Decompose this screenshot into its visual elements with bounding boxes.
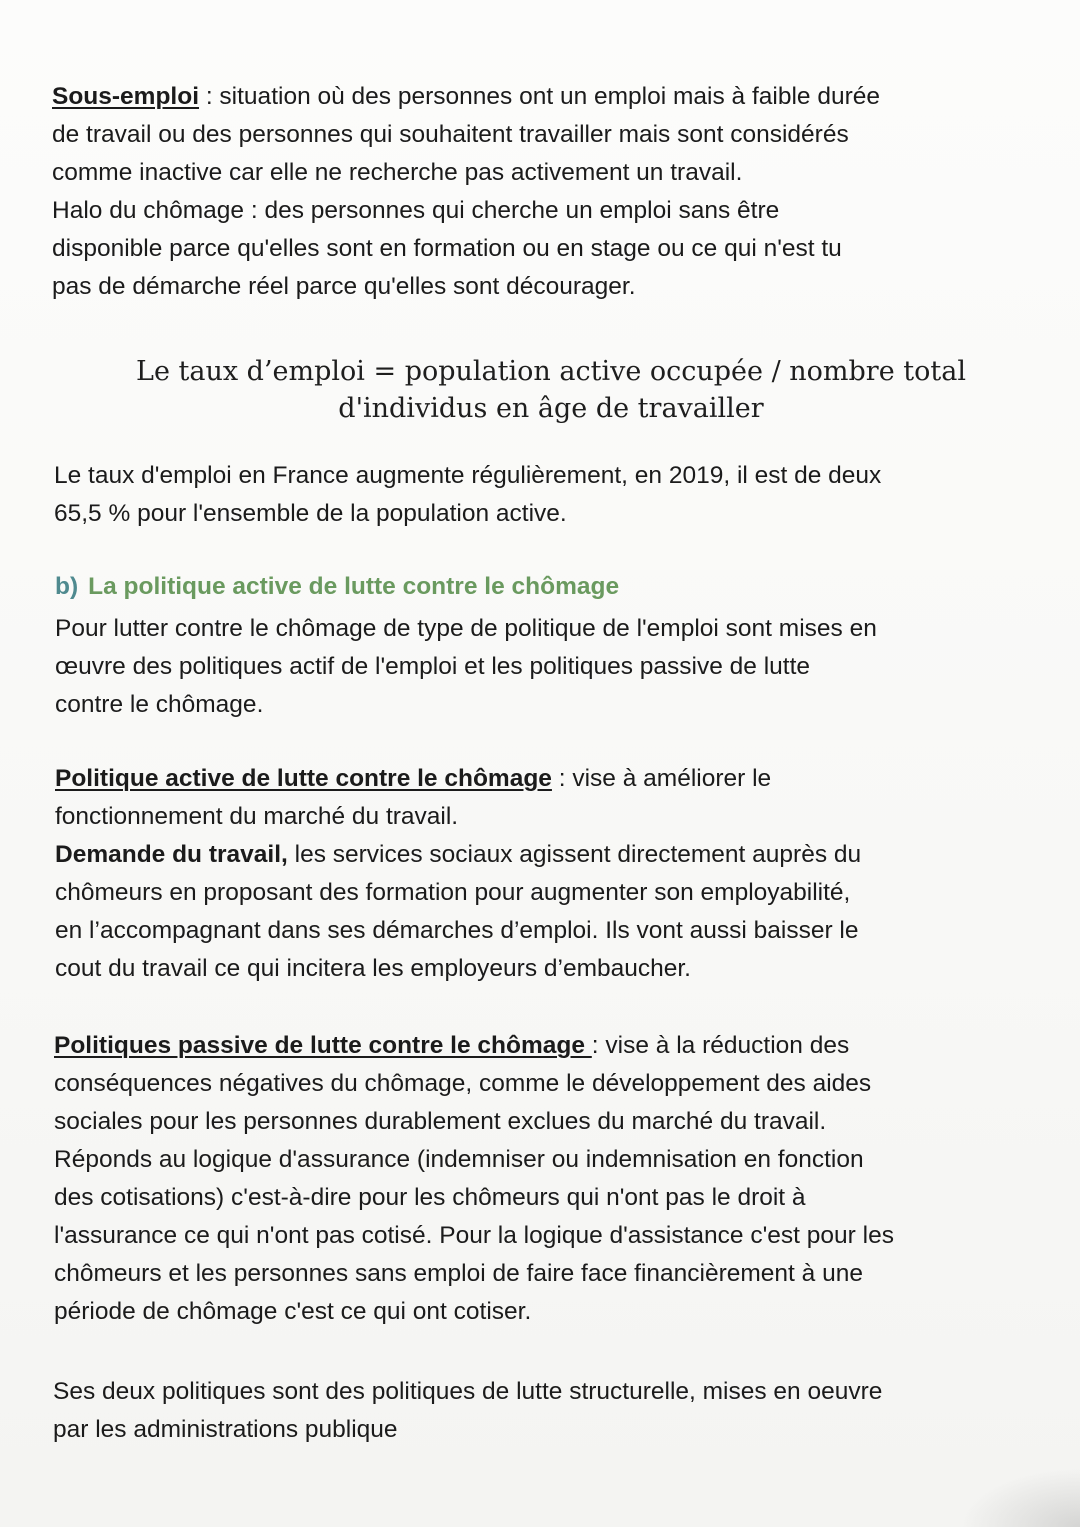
passive-policy-text: : vise à la réduction des — [591, 1032, 850, 1059]
halo-text: Halo du chômage : des personnes qui cherche un emploi sans être — [52, 197, 780, 224]
formula-line: d'individus en âge de travailler — [338, 393, 764, 424]
section-intro-text: contre le chômage. — [55, 691, 264, 718]
active-policy-definition — [55, 760, 861, 988]
active-policy-text: cout du travail ce qui incitera les employeurs d’embaucher. — [55, 955, 691, 982]
conclusion-paragraph — [53, 1373, 882, 1449]
sous-emploi-text: comme inactive car elle ne recherche pas activement un travail. — [52, 159, 743, 186]
formula-line: Le taux d’emploi = population active occupée / nombre total — [136, 356, 966, 387]
passive-policy-text: chômeurs et les personnes sans emploi de faire face financièrement à une — [54, 1260, 863, 1287]
section-title: La politique active de lutte contre le chômage — [88, 573, 620, 600]
passive-policy-term: Politiques passive de lutte contre le chômage — [54, 1032, 592, 1059]
passive-policy-text: l'assurance ce qui n'ont pas cotisé. Pour la logique d'assistance c'est pour les — [54, 1222, 894, 1249]
labor-demand-label: Demande du travail, — [55, 841, 288, 868]
passive-policy-text: Réponds au logique d'assurance (indemniser ou indemnisation en fonction — [54, 1146, 864, 1173]
active-policy-term: Politique active de lutte contre le chômage — [55, 765, 552, 792]
halo-text: disponible parce qu'elles sont en formation ou en stage ou ce qui n'est tu — [52, 235, 842, 262]
employment-rate-formula — [0, 353, 1080, 427]
sous-emploi-text: de travail ou des personnes qui souhaitent travailler mais sont considérés — [52, 121, 849, 148]
active-policy-text: les services sociaux agissent directement auprès du — [287, 841, 862, 868]
passive-policy-definition — [54, 1027, 894, 1331]
active-policy-text: chômeurs en proposant des formation pour augmenter son employabilité, — [55, 879, 851, 906]
sous-emploi-term: Sous-emploi — [52, 83, 200, 110]
conclusion-text: Ses deux politiques sont des politiques de lutte structurelle, mises en oeuvre — [53, 1378, 883, 1405]
employment-rate-text: Le taux d'emploi en France augmente régulièrement, en 2019, il est de deux — [54, 462, 882, 489]
conclusion-text: par les administrations publique — [53, 1416, 398, 1443]
passive-policy-text: période de chômage c'est ce qui ont cotiser. — [54, 1298, 532, 1325]
active-policy-text: fonctionnement du marché du travail. — [55, 803, 459, 830]
sous-emploi-text: : situation où des personnes ont un emploi mais à faible durée — [199, 83, 880, 110]
section-intro-text: œuvre des politiques actif de l'emploi et les politiques passive de lutte — [55, 653, 811, 680]
halo-definition — [52, 192, 842, 306]
section-intro-text: Pour lutter contre le chômage de type de politique de l'emploi sont mises en — [55, 615, 877, 642]
passive-policy-text: des cotisations) c'est-à-dire pour les chômeurs qui n'ont pas le droit à — [54, 1184, 806, 1211]
active-policy-text: en l’accompagnant dans ses démarches d’emploi. Ils vont aussi baisser le — [55, 917, 859, 944]
halo-text: pas de démarche réel parce qu'elles sont décourager. — [52, 273, 636, 300]
passive-policy-text: sociales pour les personnes durablement exclues du marché du travail. — [54, 1108, 827, 1135]
active-policy-text: : vise à améliorer le — [551, 765, 772, 792]
section-intro — [55, 610, 877, 724]
employment-rate-paragraph — [54, 457, 881, 533]
sous-emploi-definition — [52, 78, 880, 192]
section-letter: b) — [55, 573, 79, 600]
section-heading — [55, 572, 619, 602]
page-corner-shadow — [960, 1467, 1080, 1527]
employment-rate-text: 65,5 % pour l'ensemble de la population active. — [54, 500, 567, 527]
passive-policy-text: conséquences négatives du chômage, comme le développement des aides — [54, 1070, 872, 1097]
